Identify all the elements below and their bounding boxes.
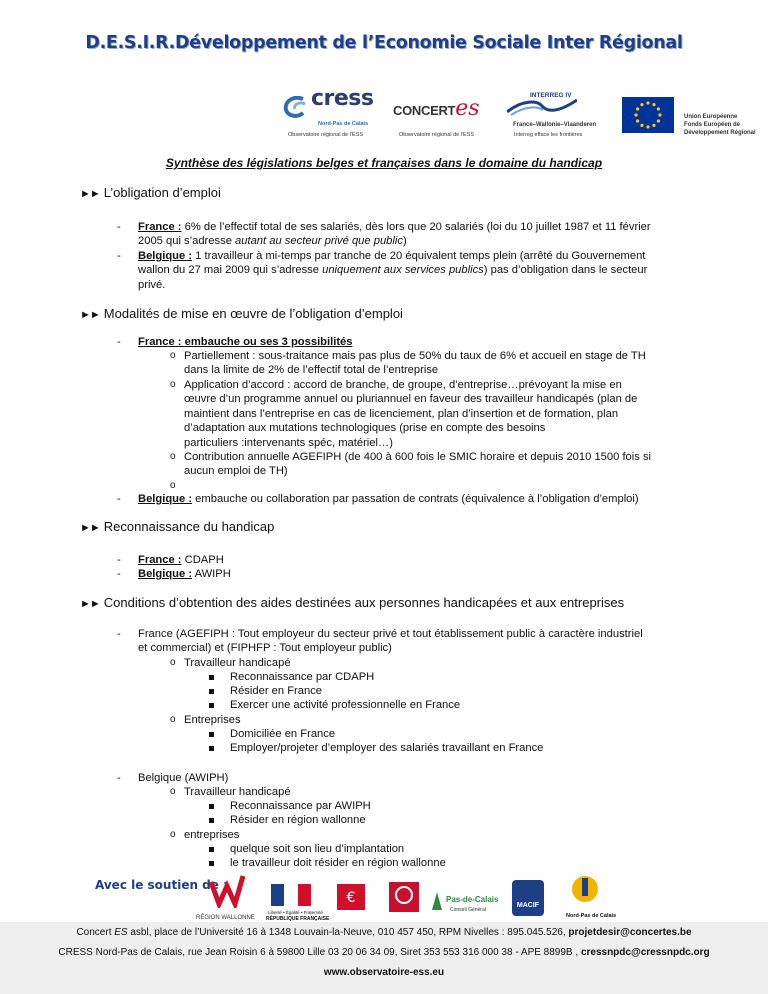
circle-bullet: o bbox=[170, 451, 176, 462]
be-ent-heading: entreprises bbox=[184, 829, 240, 841]
belgique-label: Belgique : bbox=[138, 250, 193, 262]
square-bullet bbox=[209, 804, 214, 809]
square-bullet bbox=[209, 818, 214, 823]
square-bullet bbox=[209, 675, 214, 680]
circle-bullet: o bbox=[170, 786, 176, 797]
be-ent-cond: quelque soit son lieu d’implantation bbox=[230, 843, 405, 855]
eu-line-3: Développement Régional bbox=[684, 130, 756, 136]
modalite-contribution bbox=[184, 450, 686, 479]
dash-bullet: - bbox=[117, 628, 121, 640]
fr-worker-cond: Exercer une activité professionnelle en France bbox=[230, 699, 461, 711]
be-ent-cond: le travailleur doit résider en région wallonne bbox=[230, 857, 446, 869]
partner-red-logo-icon bbox=[337, 884, 365, 910]
text: Contribution annuelle AGEFIPH (de 400 à 600 fois le SMIC horaire et depuis 2010 1500 fois si bbox=[184, 451, 652, 463]
interreg-logo-text: INTERREG IV bbox=[530, 92, 572, 99]
circle-bullet: o bbox=[170, 480, 176, 491]
belgique-label: Belgique : bbox=[138, 493, 193, 505]
section-heading-modalites bbox=[80, 307, 403, 322]
square-bullet bbox=[209, 689, 214, 694]
npdc-text: Nord-Pas de Calais bbox=[566, 913, 617, 919]
section-heading-reconnaissance bbox=[80, 520, 274, 535]
circle-bullet: o bbox=[170, 714, 176, 725]
france-label: France : embauche ou ses 3 possibilités bbox=[138, 336, 353, 348]
modalite-accord bbox=[184, 378, 686, 450]
text: AWIPH bbox=[192, 568, 231, 580]
text: CRESS Nord-Pas de Calais, rue Jean Roisin 6 à 59800 Lille 03 20 06 34 09, Siret 353 553 316 000 38 - APE 8899B , bbox=[58, 947, 581, 958]
square-bullet bbox=[209, 732, 214, 737]
footer-line-cress bbox=[0, 943, 768, 963]
text-justified bbox=[184, 421, 686, 435]
republique-francaise-logo-icon bbox=[271, 884, 311, 906]
france-conditions bbox=[138, 627, 686, 656]
section-heading-conditions bbox=[80, 596, 624, 611]
text: embauche ou collaboration par passation de contrats (équivalence à l’obligation d’emploi) bbox=[192, 493, 639, 505]
text: Application d’accord : accord de branche, de groupe, d’entreprise…prévoyant la mise en bbox=[184, 379, 622, 391]
text: d’adaptation aux mutations technologiques (prise en compte des besoins bbox=[184, 422, 546, 435]
france-obligation bbox=[138, 220, 686, 249]
belgique-obligation bbox=[138, 249, 686, 292]
cress-caption: Observatoire régional de l'ESS bbox=[288, 132, 364, 138]
text: 1 travailleur à mi-temps par tranche de 20 équivalent temps plein (arrêté du Gouvernement bbox=[192, 250, 646, 262]
fr-worker-heading: Travailleur handicapé bbox=[184, 657, 291, 669]
double-arrow-icon: ►► bbox=[80, 598, 100, 610]
double-arrow-icon: ►► bbox=[80, 522, 100, 534]
square-bullet bbox=[209, 703, 214, 708]
partner-logos bbox=[0, 86, 768, 140]
interreg-wave-icon bbox=[507, 98, 577, 116]
text: France (AGEFIPH : Tout employeur du secteur privé et tout établissement public à caractère industriel bbox=[138, 628, 643, 640]
section-heading-text: L’obligation d’emploi bbox=[103, 185, 221, 200]
text: wallon du 27 mai 2009 qui s’adresse bbox=[138, 264, 323, 277]
macif-text: MACIF bbox=[516, 901, 540, 909]
fr-worker-cond: Résider en France bbox=[230, 685, 323, 697]
text-emphasis: autant au secteur privé que public bbox=[235, 235, 403, 248]
pas-de-calais-sub: Conseil Général bbox=[450, 907, 486, 913]
text: CDAPH bbox=[181, 554, 224, 566]
circle-bullet: o bbox=[170, 379, 176, 390]
text: Partiellement : sous-traitance mais pas plus de 50% du taux de 6% et accueil en stage de TH bbox=[184, 350, 646, 362]
dash-bullet: - bbox=[117, 554, 121, 566]
eu-flag-icon bbox=[622, 97, 674, 133]
text: ) pas d’obligation dans le secteur bbox=[483, 264, 648, 277]
eu-line-1: Union Européenne bbox=[684, 114, 738, 120]
pas-de-calais-text: Pas-de-Calais bbox=[446, 895, 499, 904]
footer-website-link[interactable]: www.observatoire-ess.eu bbox=[323, 967, 445, 978]
interreg-sub: France–Wallonie–Vlaanderen bbox=[513, 122, 597, 128]
dash-bullet: - bbox=[117, 250, 121, 262]
square-bullet bbox=[209, 847, 214, 852]
france-label: France : bbox=[138, 221, 182, 233]
text: particuliers :intervenants spéc, matériel…) bbox=[184, 436, 393, 449]
fr-ent-heading: Entreprises bbox=[184, 714, 241, 726]
cress-logo-icon bbox=[283, 96, 309, 118]
text: dans la limite de 2% de l’effectif total de l’entreprise bbox=[184, 364, 439, 377]
fr-worker-cond: Reconnaissance par CDAPH bbox=[230, 671, 375, 683]
text-emphasis: uniquement aux services publics bbox=[322, 264, 484, 277]
circle-bullet: o bbox=[170, 829, 176, 840]
pas-de-calais-logo-icon bbox=[430, 888, 444, 912]
section-heading-obligation bbox=[80, 186, 221, 201]
france-label: France : bbox=[138, 554, 182, 566]
section-heading-text: Reconnaissance du handicap bbox=[103, 519, 275, 534]
be-worker-heading: Travailleur handicapé bbox=[184, 786, 291, 798]
text: ) bbox=[402, 235, 407, 248]
header-title: D.E.S.I.R.Développement de l’Economie Sociale Inter Régional bbox=[85, 33, 683, 53]
france-reconnaissance bbox=[138, 553, 686, 567]
region-wallonne-text: RÉGION WALLONNE bbox=[196, 915, 255, 921]
concertes-caption: Observatoire régional de l'ESS bbox=[399, 132, 475, 138]
svg-text:€: € bbox=[346, 890, 356, 906]
dash-bullet: - bbox=[117, 493, 121, 505]
dash-bullet: - bbox=[117, 221, 121, 233]
footer-line-concertes bbox=[0, 922, 768, 943]
text: maintient dans l’entreprise en cas de licenciement, plan d’insertion et de formation, plan bbox=[184, 407, 619, 420]
cress-logo-sub: Nord-Pas de Calais bbox=[318, 121, 369, 127]
rf-motto: Liberté • Égalité • Fraternité bbox=[268, 910, 323, 915]
be-worker-cond: Résider en région wallonne bbox=[230, 814, 366, 826]
footer bbox=[0, 922, 768, 994]
dash-bullet: - bbox=[117, 772, 121, 784]
fr-ent-cond: Employer/projeter d’employer des salariés travaillant en France bbox=[230, 742, 544, 754]
region-wallonne-logo-icon bbox=[207, 872, 247, 908]
square-bullet bbox=[209, 746, 214, 751]
france-modalites-label bbox=[138, 335, 686, 349]
text: privé. bbox=[138, 278, 166, 291]
square-bullet bbox=[209, 861, 214, 866]
email-link[interactable]: cressnpdc@cressnpdc.org bbox=[580, 947, 710, 958]
concertes-logo-text-b: es bbox=[455, 96, 480, 121]
section-heading-text: Modalités de mise en œuvre de l’obligation d’emploi bbox=[103, 306, 403, 321]
rf-text: RÉPUBLIQUE FRANÇAISE bbox=[266, 916, 330, 922]
text: asbl, place de l’Université 16 à 1348 Louvain-la-Neuve, 010 457 450, RPM Nivelles : 895.045.526, bbox=[127, 927, 569, 938]
modalite-partiellement bbox=[184, 349, 686, 378]
fr-ent-cond: Domiciliée en France bbox=[230, 728, 336, 740]
text-emphasis: ES bbox=[114, 927, 128, 938]
eu-line-2: Fonds Européen de bbox=[684, 122, 741, 128]
text: 2005 qui s’adresse bbox=[138, 235, 236, 248]
dash-bullet: - bbox=[117, 336, 121, 348]
belgique-label: Belgique : bbox=[138, 568, 193, 580]
dash-bullet: - bbox=[117, 568, 121, 580]
concertes-logo-text-a: CONCERT bbox=[393, 103, 456, 118]
macif-logo bbox=[512, 880, 544, 916]
be-worker-cond: Reconnaissance par AWIPH bbox=[230, 800, 371, 812]
section-heading-text: Conditions d’obtention des aides destinées aux personnes handicapées et aux entreprises bbox=[103, 595, 625, 610]
text: et commercial) et (FIPHFP : Tout employeur public) bbox=[138, 642, 392, 655]
text: œuvre d’un programme annuel ou pluriannuel en faveur des travailleur handicapés (plan de bbox=[184, 393, 638, 406]
document-title: Synthèse des législations belges et françaises dans le domaine du handicap bbox=[165, 156, 603, 170]
belgique-modalites bbox=[138, 492, 686, 506]
text: Concert bbox=[76, 927, 115, 938]
double-arrow-icon: ►► bbox=[80, 309, 100, 321]
nord-pas-de-calais-logo-icon bbox=[570, 872, 600, 906]
text: 6% de l’effectif total de ses salariés, dès lors que 20 salariés (loi du 10 juillet 1987 et 11 février bbox=[181, 221, 651, 233]
cress-logo-text: cress bbox=[311, 86, 374, 111]
support-label: Avec le soutien de : bbox=[95, 878, 228, 892]
circle-bullet: o bbox=[170, 350, 176, 361]
belgique-conditions: Belgique (AWIPH) bbox=[138, 772, 229, 784]
text: aucun emploi de TH) bbox=[184, 465, 288, 478]
circle-bullet: o bbox=[170, 657, 176, 668]
double-arrow-icon: ►► bbox=[80, 188, 100, 200]
concertes-logo bbox=[393, 96, 480, 121]
email-link[interactable]: projetdesir@concertes.be bbox=[568, 927, 692, 938]
caisse-depots-logo-icon bbox=[389, 882, 419, 912]
interreg-caption: Interreg efface les frontières bbox=[514, 132, 583, 138]
belgique-reconnaissance bbox=[138, 567, 686, 581]
